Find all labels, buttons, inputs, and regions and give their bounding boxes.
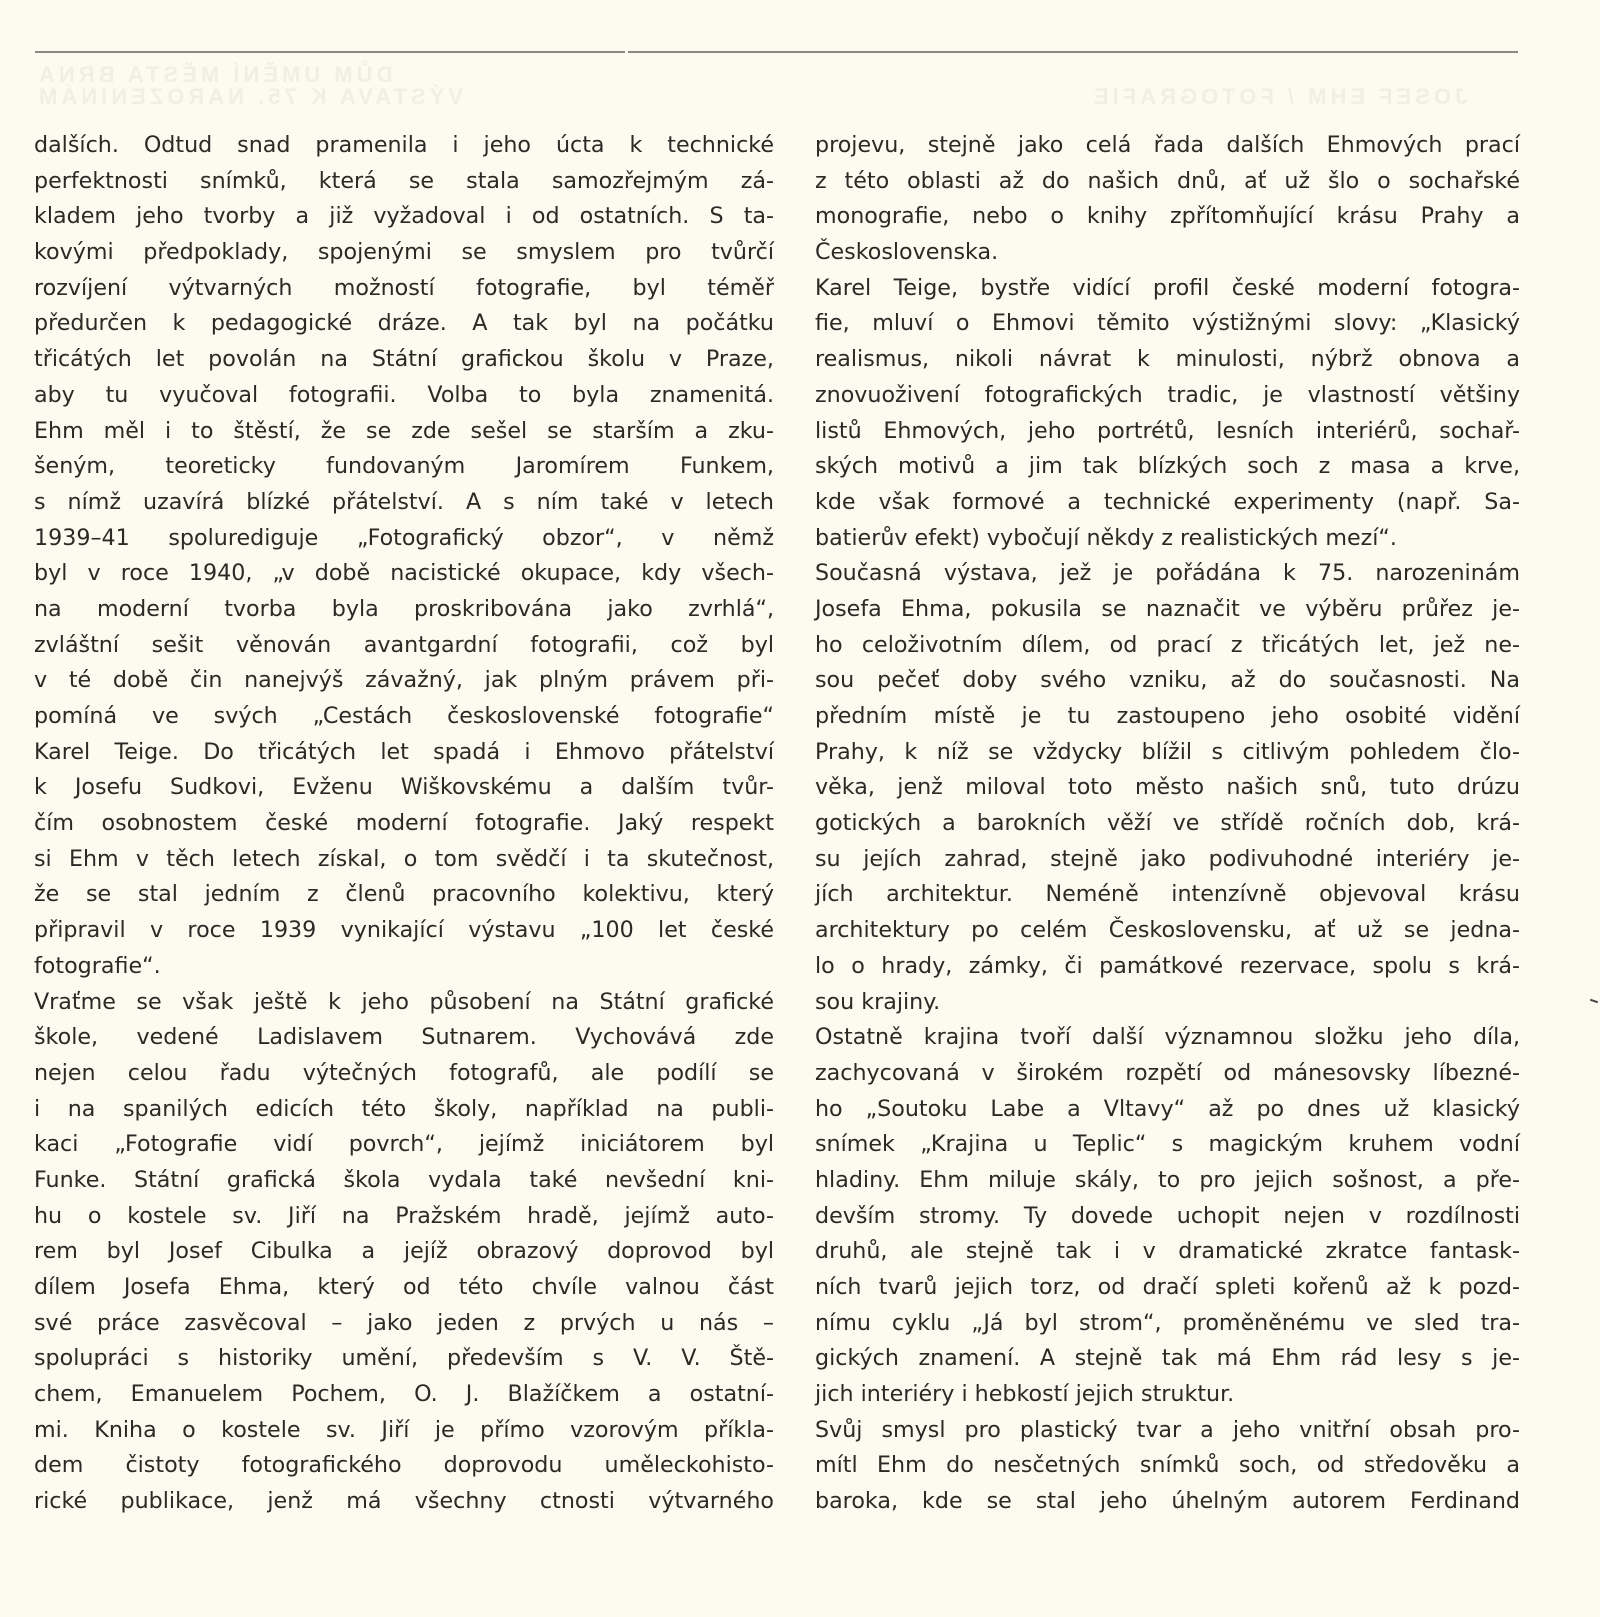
text-line: rozvíjení výtvarných možností fotografie, byl téměř: [34, 274, 774, 301]
margin-mark: [1590, 999, 1598, 1004]
text-line: své práce zasvěcoval – jako jeden z prvých u nás –: [34, 1309, 774, 1336]
text-line: batierův efekt) vybočují někdy z realistických mezí“.: [815, 524, 1397, 551]
text-line: 1939–41 spolurediguje „Fotografický obzor“, v němž: [34, 524, 774, 551]
text-line: věka, jenž miloval toto město našich snů, tuto drúzu: [815, 774, 1520, 801]
top-rule-right: [628, 51, 1518, 53]
text-line: chem, Emanuelem Pochem, O. J. Blažíčkem a ostatní-: [34, 1381, 774, 1408]
text-line: spolupráci s historiky umění, především s V. V. Ště-: [34, 1345, 774, 1372]
text-line: jích architektur. Neméně intenzívně objevoval krásu: [815, 881, 1520, 908]
text-line: pomíná ve svých „Cestách československé fotografie“: [34, 703, 774, 729]
text-line: dílem Josefa Ehma, který od této chvíle valnou část: [34, 1274, 774, 1300]
text-line: předním místě je tu zastoupeno jeho osobité vidění: [815, 703, 1520, 729]
text-column-left: [34, 128, 774, 1520]
text-line: Ostatně krajina tvoří další významnou složku jeho díla,: [815, 1024, 1520, 1051]
text-line: zvláštní sešit věnován avantgardní fotografii, což byl: [34, 631, 774, 658]
text-line: Karel Teige, bystře vidící profil české moderní fotogra-: [815, 274, 1520, 301]
text-line: k Josefu Sudkovi, Evženu Wiškovskému a dalším tvůr-: [34, 774, 774, 801]
text-line: kde však formové a technické experimenty (např. Sa-: [815, 488, 1520, 515]
text-line: rem byl Josef Cibulka a jejíž obrazový doprovod byl: [34, 1238, 774, 1265]
text-line: mi. Kniha o kostele sv. Jiří je přímo vzorovým příkla-: [34, 1416, 774, 1443]
text-line: realismus, nikoli návrat k minulosti, nýbrž obnova a: [815, 346, 1520, 373]
text-line: listů Ehmových, jeho portrétů, lesních interiérů, sochař-: [815, 417, 1520, 444]
text-line: zachycovaná v širokém rozpětí od mánesovsky líbezné-: [815, 1059, 1520, 1086]
text-line: i na spanilých edicích této školy, například na publi-: [34, 1095, 774, 1122]
text-line: fie, mluví o Ehmovi těmito výstižnými slovy: „Klasický: [815, 310, 1520, 337]
text-line: z této oblasti až do našich dnů, ať už šlo o sochařské: [815, 167, 1520, 194]
text-line: jich interiéry i hebkostí jejich struktur.: [815, 1381, 1235, 1408]
text-line: druhů, ale stejně tak i v dramatické zkratce fantask-: [815, 1238, 1520, 1265]
text-line: baroka, kde se stal jeho úhelným autorem Ferdinand: [815, 1488, 1520, 1515]
bleed-through-header-left-1: DŮM UMĚNÍ MĚSTA BRNA: [35, 62, 393, 87]
text-line: su jejích zahrad, stejně jako podivuhodné interiéry je-: [815, 845, 1520, 872]
text-line: ho „Soutoku Labe a Vltavy“ až po dnes už klasický: [815, 1095, 1520, 1122]
text-line: s nímž uzavírá blízké přátelství. A s ním také v letech: [34, 488, 774, 515]
text-line: rické publikace, jenž má všechny ctnosti výtvarného: [34, 1488, 774, 1515]
text-line: předurčen k pedagogické dráze. A tak byl na počátku: [34, 310, 774, 337]
text-line: perfektnosti snímků, která se stala samozřejmým zá-: [34, 167, 774, 194]
text-line: dalších. Odtud snad pramenila i jeho úcta k technické: [34, 132, 774, 158]
text-line: šeným, teoreticky fundovaným Jaromírem Funkem,: [34, 453, 774, 480]
text-line: čím osobnostem české moderní fotografie. Jaký respekt: [34, 810, 774, 837]
text-line: připravil v roce 1939 vynikající výstavu „100 let české: [34, 917, 774, 944]
text-line: škole, vedené Ladislavem Sutnarem. Vychovává zde: [34, 1024, 774, 1051]
text-line: mítl Ehm do nesčetných snímků soch, od středověku a: [815, 1452, 1520, 1479]
text-line: Vraťme se však ještě k jeho působení na Státní grafické: [34, 988, 774, 1015]
text-line: kovými předpoklady, spojenými se smyslem pro tvůrčí: [34, 239, 774, 266]
bleed-through-header-right: JOSEF EHM / FOTOGRAFIE: [1090, 84, 1468, 109]
text-line: aby tu vyučoval fotografii. Volba to byla znamenitá.: [34, 381, 774, 408]
text-line: na moderní tvorba byla proskribována jako zvrhlá“,: [34, 595, 774, 622]
text-line: gotických a barokních věží ve střídě ročních dob, krá-: [815, 810, 1520, 837]
text-line: Ehm měl i to štěstí, že se zde sešel se starším a zku-: [34, 417, 774, 444]
text-line: třicátých let povolán na Státní grafickou školu v Praze,: [34, 346, 774, 373]
text-line: projevu, stejně jako celá řada dalších Ehmových prací: [815, 132, 1520, 158]
text-line: fotografie“.: [34, 952, 161, 979]
text-line: hu o kostele sv. Jiří na Pražském hradě, jejímž auto-: [34, 1202, 774, 1229]
text-line: snímek „Krajina u Teplic“ s magickým kruhem vodní: [815, 1131, 1520, 1158]
text-line: kladem jeho tvorby a již vyžadoval i od ostatních. S ta-: [34, 203, 774, 230]
text-line: ních tvarů jejich torz, od dračí spleti kořenů až k pozd-: [815, 1274, 1520, 1300]
text-line: lo o hrady, zámky, či památkové rezervace, spolu s krá-: [815, 952, 1520, 979]
text-line: kaci „Fotografie vidí povrch“, jejímž iniciátorem byl: [34, 1131, 774, 1158]
text-line: Svůj smysl pro plastický tvar a jeho vnitřní obsah pro-: [815, 1416, 1520, 1443]
text-line: gických znamení. A stejně tak má Ehm rád lesy s je-: [815, 1345, 1520, 1372]
text-line: sou pečeť doby svého vzniku, až do současnosti. Na: [815, 667, 1520, 694]
text-line: byl v roce 1940, „v době nacistické okupace, kdy všech-: [34, 560, 774, 587]
text-line: že se stal jedním z členů pracovního kolektivu, který: [34, 881, 774, 908]
text-line: nímu cyklu „Já byl strom“, proměněnému ve sled tra-: [815, 1309, 1520, 1336]
bleed-through-header-left-2: VÝSTAVA K 75. NAROZENINÁM: [35, 84, 463, 109]
text-line: ských motivů a jim tak blízkých soch z masa a krve,: [815, 453, 1520, 480]
top-rule-left: [35, 51, 625, 53]
text-line: si Ehm v těch letech získal, o tom svědčí i ta skutečnost,: [34, 845, 774, 872]
text-line: v té době čin nanejvýš závažný, jak plným právem při-: [34, 667, 774, 694]
text-line: ho celoživotním dílem, od prací z třicátých let, jež ne-: [815, 631, 1520, 658]
text-line: devším stromy. Ty dovede uchopit nejen v rozdílnosti: [815, 1202, 1520, 1229]
text-line: Josefa Ehma, pokusila se naznačit ve výběru průřez je-: [815, 595, 1520, 622]
text-line: Československa.: [815, 239, 999, 266]
text-column-right: [815, 128, 1520, 1520]
text-line: hladiny. Ehm miluje skály, to pro jejich sošnost, a pře-: [815, 1166, 1520, 1193]
text-line: sou krajiny.: [815, 988, 941, 1015]
text-line: Prahy, k níž se vždycky blížil s citlivým pohledem člo-: [815, 738, 1520, 765]
text-line: nejen celou řadu výtečných fotografů, ale podílí se: [34, 1059, 774, 1086]
text-line: dem čistoty fotografického doprovodu uměleckohisto-: [34, 1452, 774, 1479]
text-line: monografie, nebo o knihy zpřítomňující krásu Prahy a: [815, 203, 1520, 230]
text-line: architektury po celém Československu, ať už se jedna-: [815, 917, 1520, 944]
text-line: znovuoživení fotografických tradic, je vlastností většiny: [815, 381, 1520, 408]
text-line: Současná výstava, jež je pořádána k 75. narozeninám: [815, 560, 1520, 587]
text-line: Karel Teige. Do třicátých let spadá i Ehmovo přátelství: [34, 738, 774, 765]
text-line: Funke. Státní grafická škola vydala také nevšední kni-: [34, 1166, 774, 1193]
